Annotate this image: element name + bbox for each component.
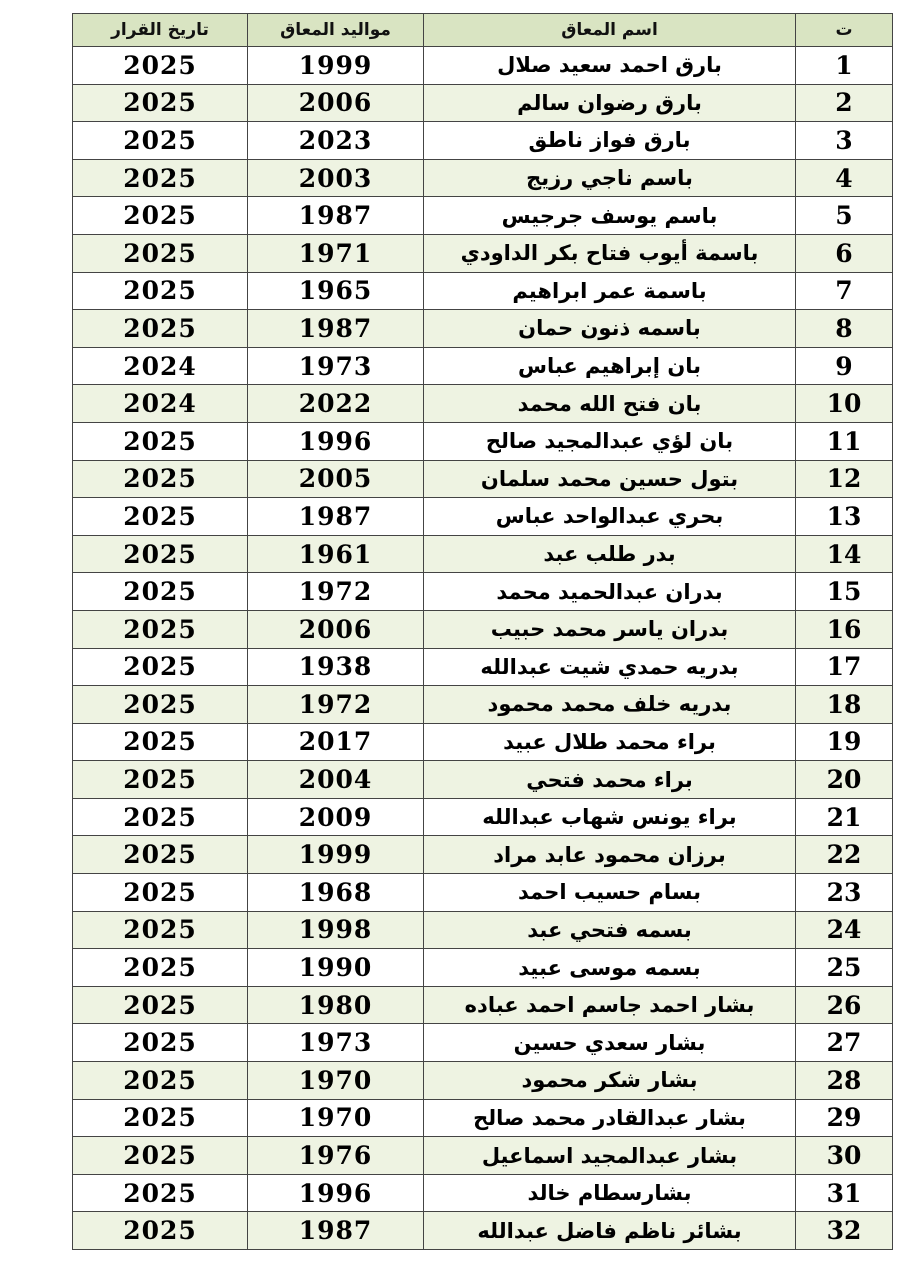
cell-birth-year: 1987 [248, 1212, 424, 1250]
header-row [73, 14, 893, 47]
cell-number: 4 [796, 159, 893, 197]
table-row [73, 122, 893, 160]
cell-number: 13 [796, 498, 893, 536]
cell-name: بدران عبدالحميد محمد [424, 573, 796, 611]
table-row [73, 310, 893, 348]
cell-number: 6 [796, 234, 893, 272]
cell-number: 26 [796, 986, 893, 1024]
cell-birth-year: 1970 [248, 1062, 424, 1100]
cell-name: بارق رضوان سالم [424, 84, 796, 122]
cell-number: 15 [796, 573, 893, 611]
cell-birth-year: 1987 [248, 197, 424, 235]
cell-number: 2 [796, 84, 893, 122]
cell-number: 17 [796, 648, 893, 686]
cell-name: بحري عبدالواحد عباس [424, 498, 796, 536]
cell-name: بسمه فتحي عبد [424, 911, 796, 949]
cell-number: 7 [796, 272, 893, 310]
cell-number: 23 [796, 874, 893, 912]
table-row [73, 949, 893, 987]
cell-name: بدريه حمدي شيت عبدالله [424, 648, 796, 686]
cell-decision-date: 2025 [73, 1062, 248, 1100]
cell-decision-date: 2025 [73, 159, 248, 197]
table-row [73, 874, 893, 912]
cell-birth-year: 1996 [248, 422, 424, 460]
cell-number: 14 [796, 535, 893, 573]
cell-birth-year: 1980 [248, 986, 424, 1024]
table-row [73, 347, 893, 385]
cell-birth-year: 2022 [248, 385, 424, 423]
cell-birth-year: 2023 [248, 122, 424, 160]
cell-birth-year: 1961 [248, 535, 424, 573]
cell-decision-date: 2025 [73, 310, 248, 348]
cell-birth-year: 1938 [248, 648, 424, 686]
cell-name: بشار عبدالقادر محمد صالح [424, 1099, 796, 1137]
cell-birth-year: 1999 [248, 47, 424, 85]
cell-birth-year: 1990 [248, 949, 424, 987]
cell-number: 24 [796, 911, 893, 949]
cell-birth-year: 2006 [248, 610, 424, 648]
cell-name: بشار شكر محمود [424, 1062, 796, 1100]
cell-decision-date: 2025 [73, 122, 248, 160]
header-birth-year: مواليد المعاق [248, 14, 424, 47]
cell-decision-date: 2025 [73, 197, 248, 235]
cell-name: باسمه ذنون حمان [424, 310, 796, 348]
cell-birth-year: 2017 [248, 723, 424, 761]
cell-name: بشائر ناظم فاضل عبدالله [424, 1212, 796, 1250]
cell-decision-date: 2025 [73, 272, 248, 310]
cell-name: بان لؤي عبدالمجيد صالح [424, 422, 796, 460]
cell-decision-date: 2025 [73, 610, 248, 648]
table-row [73, 498, 893, 536]
table-row [73, 422, 893, 460]
table-row [73, 648, 893, 686]
cell-name: براء محمد فتحي [424, 761, 796, 799]
cell-name: بدر طلب عبد [424, 535, 796, 573]
cell-name: بدران ياسر محمد حبيب [424, 610, 796, 648]
cell-birth-year: 1972 [248, 573, 424, 611]
disabled-persons-table [72, 13, 893, 1250]
table-row [73, 836, 893, 874]
table-row [73, 1024, 893, 1062]
cell-decision-date: 2025 [73, 798, 248, 836]
table-row [73, 1137, 893, 1175]
cell-decision-date: 2025 [73, 836, 248, 874]
cell-number: 18 [796, 686, 893, 724]
cell-number: 19 [796, 723, 893, 761]
cell-birth-year: 1968 [248, 874, 424, 912]
cell-decision-date: 2025 [73, 648, 248, 686]
cell-number: 11 [796, 422, 893, 460]
cell-decision-date: 2025 [73, 1137, 248, 1175]
table-row [73, 761, 893, 799]
cell-number: 30 [796, 1137, 893, 1175]
table-row [73, 986, 893, 1024]
cell-name: بشار سعدي حسين [424, 1024, 796, 1062]
cell-name: بشار احمد جاسم احمد عباده [424, 986, 796, 1024]
table-row [73, 573, 893, 611]
cell-decision-date: 2025 [73, 460, 248, 498]
cell-decision-date: 2025 [73, 911, 248, 949]
cell-decision-date: 2025 [73, 1212, 248, 1250]
cell-name: برزان محمود عابد مراد [424, 836, 796, 874]
cell-birth-year: 1987 [248, 310, 424, 348]
cell-decision-date: 2025 [73, 686, 248, 724]
cell-decision-date: 2025 [73, 986, 248, 1024]
table-row [73, 1212, 893, 1250]
table-row [73, 159, 893, 197]
cell-number: 8 [796, 310, 893, 348]
cell-name: براء يونس شهاب عبدالله [424, 798, 796, 836]
table-row [73, 535, 893, 573]
cell-birth-year: 1976 [248, 1137, 424, 1175]
cell-decision-date: 2024 [73, 347, 248, 385]
cell-birth-year: 2003 [248, 159, 424, 197]
table-row [73, 798, 893, 836]
cell-number: 22 [796, 836, 893, 874]
header-name: اسم المعاق [424, 14, 796, 47]
cell-name: بسمه موسى عبيد [424, 949, 796, 987]
table-row [73, 197, 893, 235]
cell-birth-year: 2009 [248, 798, 424, 836]
cell-decision-date: 2025 [73, 234, 248, 272]
cell-number: 3 [796, 122, 893, 160]
cell-decision-date: 2025 [73, 1024, 248, 1062]
cell-name: باسمة أيوب فتاح بكر الداودي [424, 234, 796, 272]
cell-number: 27 [796, 1024, 893, 1062]
cell-number: 16 [796, 610, 893, 648]
cell-name: بدريه خلف محمد محمود [424, 686, 796, 724]
cell-birth-year: 2005 [248, 460, 424, 498]
cell-decision-date: 2025 [73, 84, 248, 122]
cell-number: 29 [796, 1099, 893, 1137]
cell-name: باسم يوسف جرجيس [424, 197, 796, 235]
cell-decision-date: 2025 [73, 874, 248, 912]
cell-number: 9 [796, 347, 893, 385]
cell-name: بان إبراهيم عباس [424, 347, 796, 385]
table-row [73, 1174, 893, 1212]
cell-number: 32 [796, 1212, 893, 1250]
cell-number: 20 [796, 761, 893, 799]
cell-name: بارق احمد سعيد صلال [424, 47, 796, 85]
cell-number: 5 [796, 197, 893, 235]
header-number: ت [796, 14, 893, 47]
cell-birth-year: 1971 [248, 234, 424, 272]
cell-birth-year: 2006 [248, 84, 424, 122]
cell-decision-date: 2025 [73, 535, 248, 573]
cell-birth-year: 1996 [248, 1174, 424, 1212]
table-row [73, 460, 893, 498]
table-row [73, 1099, 893, 1137]
cell-name: براء محمد طلال عبيد [424, 723, 796, 761]
cell-birth-year: 1965 [248, 272, 424, 310]
cell-name: بان فتح الله محمد [424, 385, 796, 423]
cell-decision-date: 2025 [73, 573, 248, 611]
cell-decision-date: 2025 [73, 1174, 248, 1212]
cell-number: 25 [796, 949, 893, 987]
cell-decision-date: 2025 [73, 1099, 248, 1137]
cell-decision-date: 2025 [73, 761, 248, 799]
cell-decision-date: 2025 [73, 498, 248, 536]
table-row [73, 272, 893, 310]
cell-number: 31 [796, 1174, 893, 1212]
cell-number: 1 [796, 47, 893, 85]
cell-decision-date: 2025 [73, 47, 248, 85]
cell-birth-year: 2004 [248, 761, 424, 799]
cell-number: 28 [796, 1062, 893, 1100]
table-row [73, 723, 893, 761]
table-row [73, 47, 893, 85]
table-row [73, 234, 893, 272]
table-header [73, 14, 893, 47]
cell-birth-year: 1998 [248, 911, 424, 949]
cell-number: 10 [796, 385, 893, 423]
cell-name: بتول حسين محمد سلمان [424, 460, 796, 498]
table-row [73, 84, 893, 122]
cell-name: باسم ناجي رزيج [424, 159, 796, 197]
cell-name: بارق فواز ناطق [424, 122, 796, 160]
cell-name: بشارسطام خالد [424, 1174, 796, 1212]
cell-birth-year: 1987 [248, 498, 424, 536]
table-body [73, 47, 893, 1250]
cell-name: باسمة عمر ابراهيم [424, 272, 796, 310]
cell-name: بسام حسيب احمد [424, 874, 796, 912]
table-row [73, 385, 893, 423]
table-row [73, 686, 893, 724]
cell-birth-year: 1973 [248, 1024, 424, 1062]
cell-birth-year: 1972 [248, 686, 424, 724]
cell-decision-date: 2025 [73, 723, 248, 761]
header-decision-date: تاريخ القرار [73, 14, 248, 47]
table-row [73, 911, 893, 949]
cell-number: 21 [796, 798, 893, 836]
cell-decision-date: 2024 [73, 385, 248, 423]
cell-birth-year: 1970 [248, 1099, 424, 1137]
cell-name: بشار عبدالمجيد اسماعيل [424, 1137, 796, 1175]
table-row [73, 1062, 893, 1100]
table-row [73, 610, 893, 648]
cell-birth-year: 1973 [248, 347, 424, 385]
cell-decision-date: 2025 [73, 949, 248, 987]
cell-birth-year: 1999 [248, 836, 424, 874]
cell-number: 12 [796, 460, 893, 498]
cell-decision-date: 2025 [73, 422, 248, 460]
